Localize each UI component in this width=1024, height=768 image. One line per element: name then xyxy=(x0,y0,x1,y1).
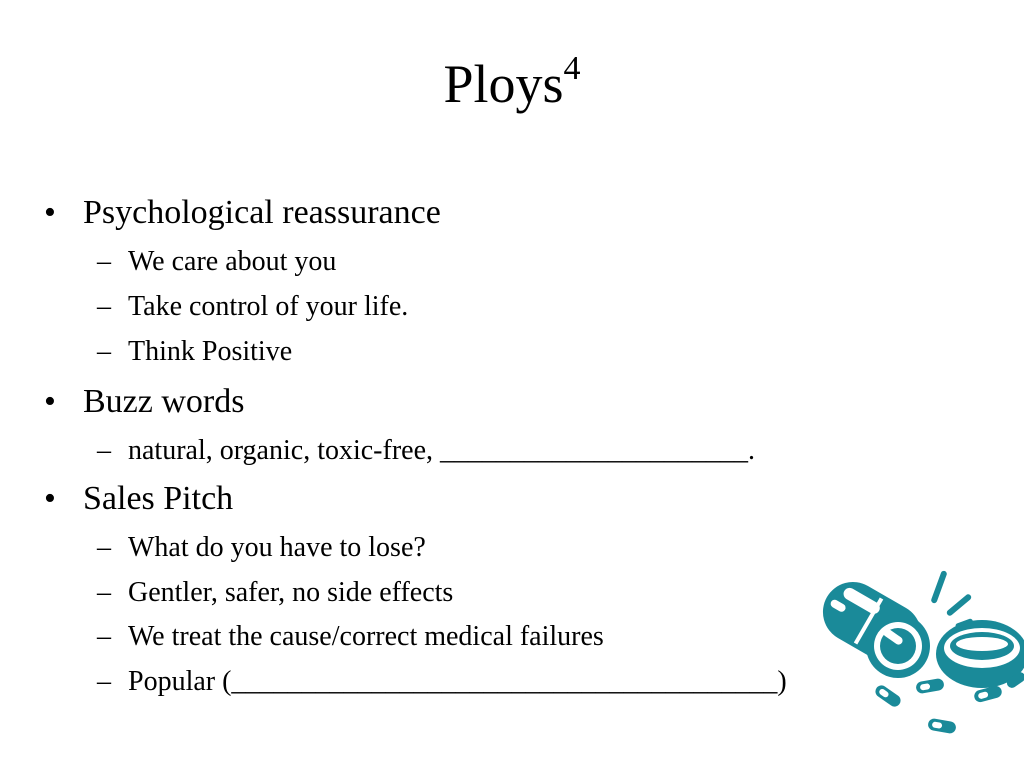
bullet-sales-pitch xyxy=(44,479,233,519)
title-text: Ploys xyxy=(443,54,564,114)
sub-bullet-text: We treat the cause/correct medical failures xyxy=(128,621,604,652)
pills-icon xyxy=(812,568,1024,738)
dash-marker: – xyxy=(97,291,111,322)
sub-bullet-text: Gentler, safer, no side effects xyxy=(128,577,454,608)
bullet-buzz-words xyxy=(44,382,244,422)
bullet-marker: • xyxy=(44,383,56,420)
bullet-marker: • xyxy=(44,194,56,231)
bullet-text: Buzz words xyxy=(83,383,245,420)
sub-bullet-text: Popular (_______________________________________) xyxy=(128,666,787,697)
sub-bullet-text: Take control of your life. xyxy=(128,291,409,322)
sub-bullet xyxy=(97,620,604,654)
sub-bullet xyxy=(97,576,453,610)
bullet-marker: • xyxy=(44,480,56,517)
bullet-psychological-reassurance xyxy=(44,193,441,233)
dash-marker: – xyxy=(97,532,111,563)
bullet-text: Sales Pitch xyxy=(83,480,234,517)
dash-marker: – xyxy=(97,336,111,367)
sub-bullet-text: Think Positive xyxy=(128,336,293,367)
dash-marker: – xyxy=(97,666,111,697)
sub-bullet-text: natural, organic, toxic-free, ______________________. xyxy=(128,435,756,466)
sub-bullet xyxy=(97,245,336,279)
dash-marker: – xyxy=(97,577,111,608)
sub-bullet xyxy=(97,531,426,565)
sub-bullet-text: We care about you xyxy=(128,246,337,277)
dash-marker: – xyxy=(97,246,111,277)
sub-bullet xyxy=(97,290,408,324)
sub-bullet xyxy=(97,665,787,699)
title-superscript: 4 xyxy=(563,50,581,87)
sub-bullet-text: What do you have to lose? xyxy=(128,532,426,563)
sub-bullet xyxy=(97,335,292,369)
sub-bullet xyxy=(97,434,755,468)
bullet-text: Psychological reassurance xyxy=(83,194,441,231)
dash-marker: – xyxy=(97,435,111,466)
dash-marker: – xyxy=(97,621,111,652)
